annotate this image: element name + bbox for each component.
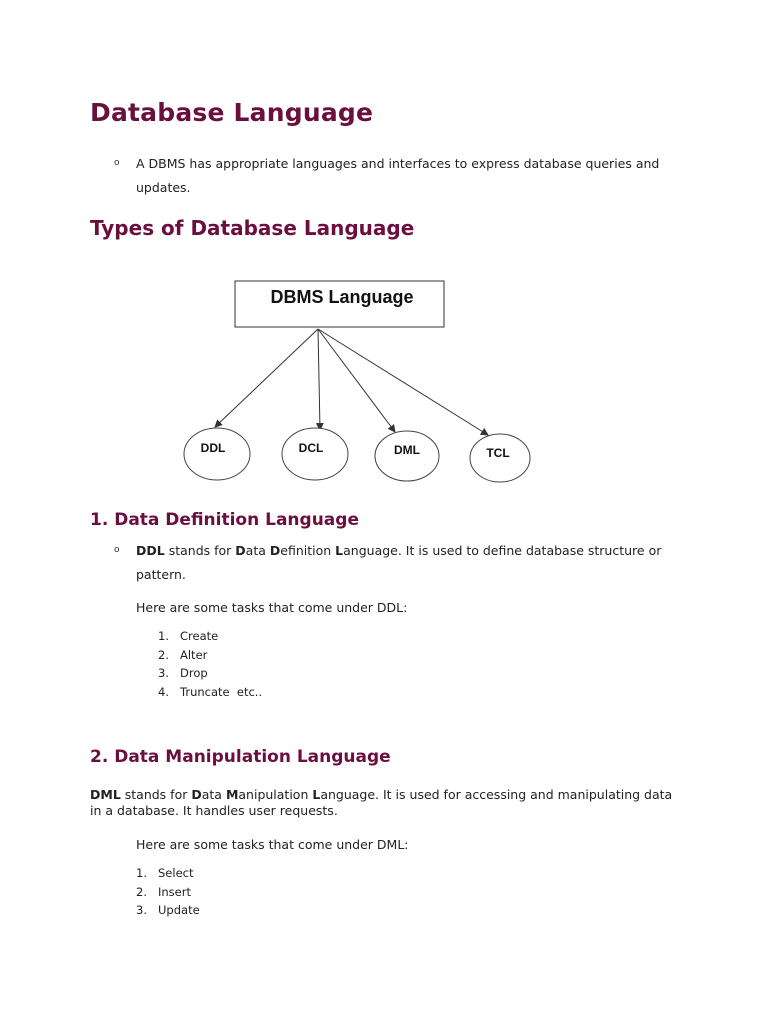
text-run: stands for	[164, 543, 236, 558]
bullet-marker: o	[114, 545, 120, 555]
list-item	[136, 901, 200, 920]
list-text: Select	[158, 866, 194, 880]
arrow-to-ddl	[215, 329, 318, 427]
ddl-definition-line-2: pattern.	[136, 567, 186, 582]
list-number: 2.	[136, 884, 147, 899]
text-run: efinition	[280, 543, 336, 558]
dml-tasks-list	[136, 864, 200, 920]
list-item	[158, 664, 262, 683]
node-dml-label: DML	[394, 443, 420, 457]
intro-line-2: updates.	[136, 180, 191, 195]
dml-definition-line-2: in a database. It handles user requests.	[90, 803, 338, 818]
list-item	[136, 883, 200, 902]
arrow-to-dml	[318, 329, 395, 432]
dml-heading: 2. Data Manipulation Language	[90, 747, 391, 767]
ddl-definition-line-1	[136, 539, 661, 563]
node-ddl-label: DDL	[200, 441, 226, 455]
root-label: DBMS Language	[270, 287, 414, 307]
text-run: D	[191, 787, 202, 802]
list-number: 2.	[158, 647, 169, 662]
list-text: Truncate etc..	[180, 685, 263, 700]
text-run: D	[235, 543, 246, 558]
arrow-to-dcl	[318, 329, 320, 430]
text-run: L	[312, 787, 321, 802]
ddl-heading: 1. Data Definition Language	[90, 510, 359, 530]
ddl-acronym: DDL	[136, 543, 165, 558]
intro-line-1: A DBMS has appropriate languages and interfaces to express database queries and	[136, 156, 660, 171]
list-number: 4.	[158, 685, 169, 700]
list-item	[158, 646, 262, 665]
dml-definition	[90, 787, 672, 819]
text-run: M	[225, 787, 239, 802]
list-number: 1.	[136, 866, 147, 880]
text-run: D	[269, 543, 281, 558]
ddl-tasks-list	[158, 627, 262, 702]
ddl-definition	[136, 539, 661, 587]
text-run: anipulation	[238, 787, 313, 802]
dml-definition-line-1	[90, 787, 672, 803]
bullet-marker: o	[114, 158, 120, 168]
list-text: Insert	[158, 884, 191, 899]
list-text: Update	[158, 903, 200, 918]
text-run: anguage. It is used for accessing and manipulating data	[320, 787, 673, 802]
text-run: ata	[245, 543, 270, 558]
list-text: Create	[180, 629, 219, 643]
dbms-language-diagram	[0, 0, 768, 500]
ddl-tasks-intro: Here are some tasks that come under DDL:	[136, 600, 408, 615]
text-run: L	[335, 543, 344, 558]
list-item	[136, 864, 200, 883]
list-number: 3.	[158, 666, 169, 681]
text-run: ata	[201, 787, 226, 802]
list-text: Alter	[180, 647, 208, 662]
list-number: 1.	[158, 629, 169, 643]
dml-tasks-intro: Here are some tasks that come under DML:	[136, 837, 409, 852]
list-item	[158, 683, 262, 702]
arrow-to-tcl	[318, 329, 488, 435]
list-number: 3.	[136, 903, 147, 918]
node-dcl-label: DCL	[298, 441, 324, 455]
list-text: Drop	[180, 666, 208, 681]
dml-acronym: DML	[90, 787, 121, 802]
page-title: Database Language	[90, 98, 374, 127]
types-heading: Types of Database Language	[90, 216, 415, 240]
node-tcl-label: TCL	[486, 446, 510, 460]
text-run: stands for	[120, 787, 192, 802]
list-item	[158, 627, 262, 646]
text-run: anguage. It is used to define database structure or	[343, 543, 662, 558]
